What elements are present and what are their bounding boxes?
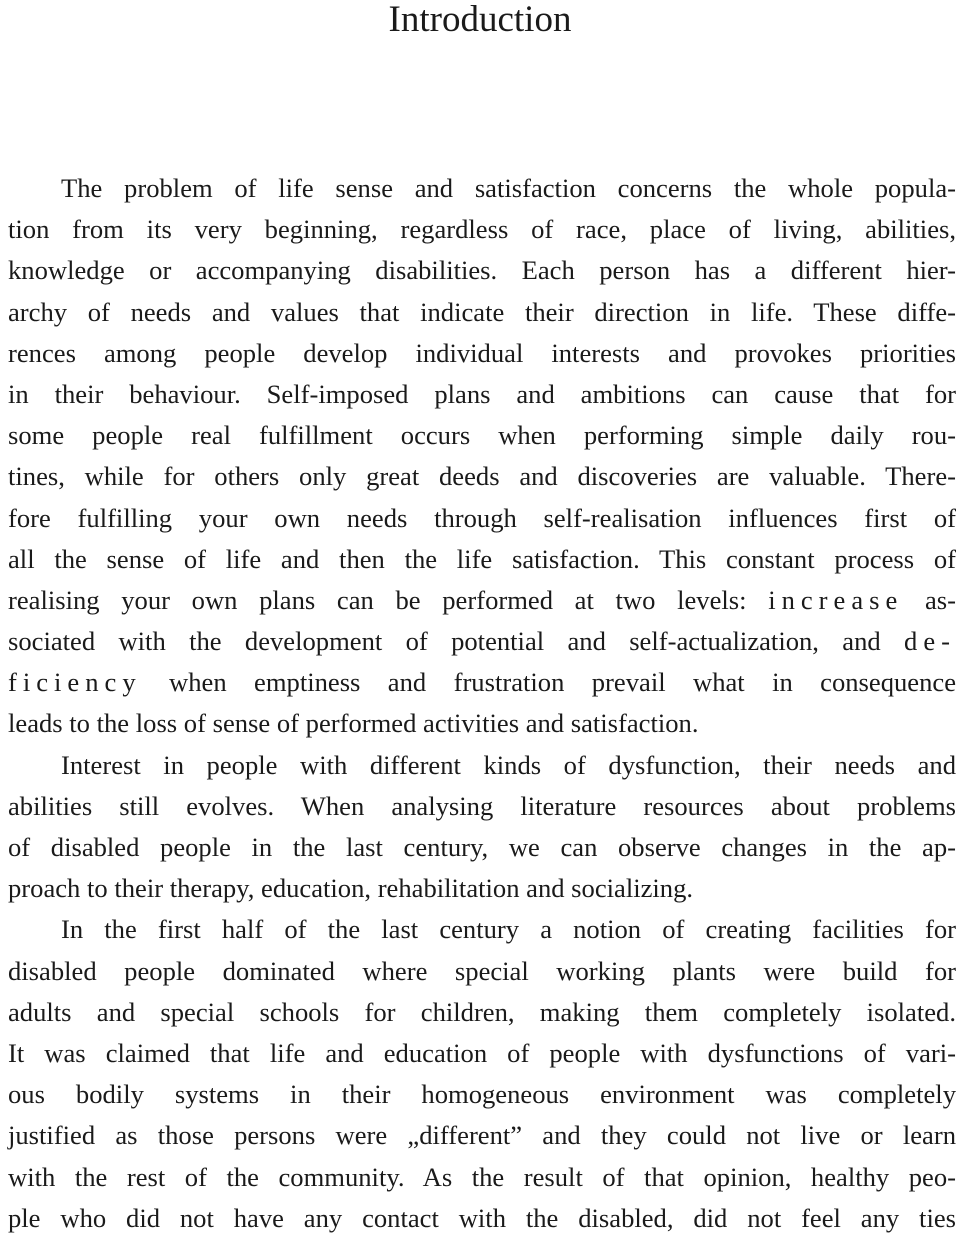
text-line: Interest in people with different kinds of dysfunction, their needs and: [61, 749, 956, 780]
text-line: justified as those persons were „different” and they could not live or learn: [8, 1120, 956, 1151]
text-line: adults and special schools for children, making them completely isolated.: [8, 996, 956, 1027]
text-line: some people real fulfillment occurs when performing simple daily rou-: [8, 420, 956, 451]
text-line: The problem of life sense and satisfaction concerns the whole popula-: [61, 173, 956, 203]
body-text: [8, 168, 956, 1239]
text-line: [8, 621, 956, 662]
text-line: [8, 580, 956, 621]
text-line: with the rest of the community. As the result of that opinion, healthy peo-: [8, 1161, 956, 1192]
emphasis-deficiency-end: ficiency: [8, 667, 142, 698]
text-line: disabled people dominated where special working plants were build for: [8, 955, 956, 986]
text-line: abilities still evolves. When analysing literature resources about problems: [8, 790, 956, 821]
text-line: In the first half of the last century a notion of creating facilities for: [61, 914, 956, 945]
text-line: [8, 662, 956, 703]
text-line: It was claimed that life and education of people with dysfunctions of vari-: [8, 1037, 956, 1068]
text-segment: as-: [924, 584, 956, 615]
text-line: rences among people develop individual interests and provokes priorities: [8, 337, 956, 368]
text-line: ple who did not have any contact with the disabled, did not feel any ties: [8, 1202, 956, 1233]
text-line: tion from its very beginning, regardless of race, place of living, abilities,: [8, 214, 956, 245]
text-segment: sociated with the development of potential and self-actualization, and: [8, 626, 881, 657]
text-line: of disabled people in the last century, we can observe changes in the ap-: [8, 832, 956, 862]
emphasis-deficiency-start: de-: [904, 626, 956, 657]
text-line: proach to their therapy, education, rehabilitation and socializing.: [8, 873, 694, 904]
text-line: in their behaviour. Self-imposed plans and ambitions can cause that for: [8, 378, 956, 409]
text-line: ous bodily systems in their homogeneous environment was completely: [8, 1079, 956, 1110]
emphasis-increase: increase: [768, 584, 904, 615]
text-line: leads to the loss of sense of performed activities and satisfaction.: [8, 708, 699, 739]
paragraph-1: [8, 168, 956, 745]
text-segment: when emptiness and frustration prevail what in consequence: [169, 667, 956, 698]
text-line: fore fulfilling your own needs through self-realisation influences first of: [8, 502, 956, 533]
page-title: Introduction: [388, 0, 572, 40]
text-line: archy of needs and values that indicate their direction in life. These diffe-: [8, 296, 956, 327]
text-segment: realising your own plans can be performed at two levels:: [8, 584, 747, 615]
text-line: all the sense of life and then the life satisfaction. This constant process of: [8, 543, 956, 574]
paragraph-2: [8, 745, 956, 910]
paragraph-3: [8, 909, 956, 1239]
text-line: knowledge or accompanying disabilities. Each person has a different hier-: [8, 255, 956, 286]
text-line: tines, while for others only great deeds and discoveries are valuable. There-: [8, 461, 956, 492]
